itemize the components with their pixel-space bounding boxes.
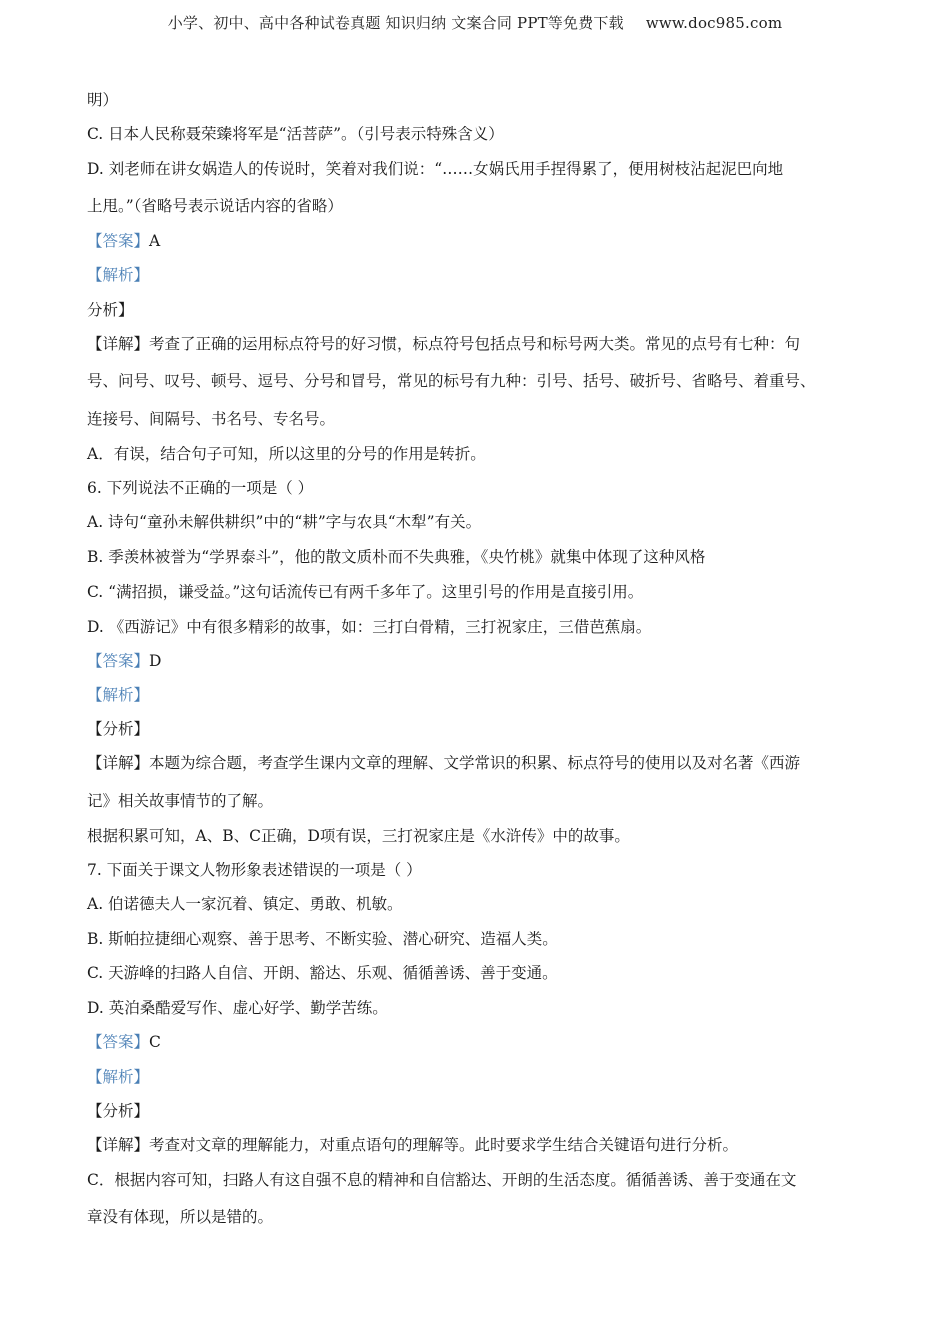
line-text: 根据积累可知，A、B、C正确，D项有误，三打祝家庄是《水浒传》中的故事。 <box>87 827 630 845</box>
text-line <box>87 478 313 498</box>
line-text: 号、问号、叹号、顿号、逗号、分号和冒号，常见的标号有九种：引号、括号、破折号、省略号、着重号、 <box>87 372 816 390</box>
text-line <box>87 617 651 637</box>
text-line <box>87 159 783 179</box>
line-text: 考查了正确的运用标点符号的好习惯，标点符号包括点号和标号两大类。常见的点号有七种：句 <box>149 335 801 353</box>
text-line <box>87 998 388 1018</box>
text-line <box>87 1101 149 1121</box>
text-line <box>87 1032 161 1052</box>
line-text: 考查对文章的理解能力，对重点语句的理解等。此时要求学生结合关键语句进行分析。 <box>149 1136 739 1154</box>
section-tag-blue: 【答案】 <box>87 652 150 670</box>
line-text: D. 刘老师在讲女娲造人的传说时，笑着对我们说：“……女娲氏用手捏得累了，便用树枝沾起泥巴向地 <box>87 160 784 178</box>
line-text: 分析】 <box>87 301 134 319</box>
text-line <box>87 334 800 354</box>
section-tag-blue: 【答案】 <box>87 232 150 250</box>
text-line <box>87 231 160 251</box>
line-text: 章没有体现，所以是错的。 <box>87 1208 274 1226</box>
text-line <box>87 444 486 464</box>
section-tag: 【详解】 <box>87 1136 150 1154</box>
section-tag-blue: 【解析】 <box>87 266 150 284</box>
line-text: 本题为综合题，考查学生课内文章的理解、文学常识的积累、标点符号的使用以及对名著《西游 <box>149 754 801 772</box>
line-text: 连接号、间隔号、书名号、专名号。 <box>87 410 336 428</box>
line-text: A <box>149 232 161 250</box>
line-text: C <box>149 1033 161 1051</box>
text-line <box>87 547 705 567</box>
text-line <box>87 90 118 110</box>
text-line <box>87 753 800 773</box>
text-line <box>87 1067 149 1087</box>
line-text: A. 诗句“童孙未解供耕织”中的“耕”字与农具“木犁”有关。 <box>87 513 482 531</box>
line-text: D <box>149 652 162 670</box>
text-line <box>87 409 335 429</box>
line-text: 明） <box>87 91 119 109</box>
line-text: 记》相关故事情节的了解。 <box>87 792 274 810</box>
text-line <box>87 826 630 846</box>
section-tag-blue: 【解析】 <box>87 686 150 704</box>
line-text: C. “满招损，谦受益。”这句话流传已有两千多年了。这里引号的作用是直接引用。 <box>87 583 644 601</box>
text-line <box>87 791 273 811</box>
text-line <box>87 582 643 602</box>
text-line <box>87 719 149 739</box>
text-line <box>87 300 134 320</box>
text-line <box>87 196 343 216</box>
text-line <box>87 894 403 914</box>
section-tag: 【详解】 <box>87 335 150 353</box>
text-line <box>87 1170 796 1190</box>
line-text: B. 斯帕拉捷细心观察、善于思考、不断实验、潜心研究、造福人类。 <box>87 930 558 948</box>
line-text: B. 季羡林被誉为“学界泰斗”，他的散文质朴而不失典雅，《央竹桃》就集中体现了这种风格 <box>87 548 706 566</box>
text-line <box>87 860 422 880</box>
line-text: C. 日本人民称聂荣臻将军是“活菩萨”。（引号表示特殊含义） <box>87 125 504 143</box>
section-tag: 【分析】 <box>87 720 150 738</box>
line-text: D. 《西游记》中有很多精彩的故事，如：三打白骨精，三打祝家庄，三借芭蕉扇。 <box>87 618 652 636</box>
line-text: C．根据内容可知，扫路人有这自强不息的精神和自信豁达、开朗的生活态度。循循善诱、善于变通在文 <box>87 1171 797 1189</box>
text-line <box>87 371 816 391</box>
section-tag: 【详解】 <box>87 754 150 772</box>
line-text: A．有误，结合句子可知，所以这里的分号的作用是转折。 <box>87 445 486 463</box>
section-tag: 【分析】 <box>87 1102 150 1120</box>
line-text: 上甩。”（省略号表示说话内容的省略） <box>87 197 343 215</box>
header-url-link[interactable]: www.doc985.com <box>645 14 783 32</box>
text-line <box>87 1207 273 1227</box>
text-line <box>87 124 504 144</box>
text-line <box>87 512 481 532</box>
text-line <box>87 685 149 705</box>
line-text: A. 伯诺德夫人一家沉着、镇定、勇敢、机敏。 <box>87 895 403 913</box>
section-tag-blue: 【答案】 <box>87 1033 150 1051</box>
line-text: D. 英泊桑酷爱写作、虚心好学、勤学苦练。 <box>87 999 388 1017</box>
line-text: 6. 下列说法不正确的一项是（ ） <box>87 479 314 497</box>
line-text: 7. 下面关于课文人物形象表述错误的一项是（ ） <box>87 861 422 879</box>
header-left-text: 小学、初中、高中各种试卷真题 知识归纳 文案合同 PPT等免费下载 <box>167 14 624 32</box>
text-line <box>87 929 558 949</box>
line-text: C. 天游峰的扫路人自信、开朗、豁达、乐观、循循善诱、善于变通。 <box>87 964 558 982</box>
section-tag-blue: 【解析】 <box>87 1068 150 1086</box>
text-line <box>87 265 149 285</box>
text-line <box>87 1135 738 1155</box>
text-line <box>87 963 558 983</box>
text-line <box>87 651 161 671</box>
